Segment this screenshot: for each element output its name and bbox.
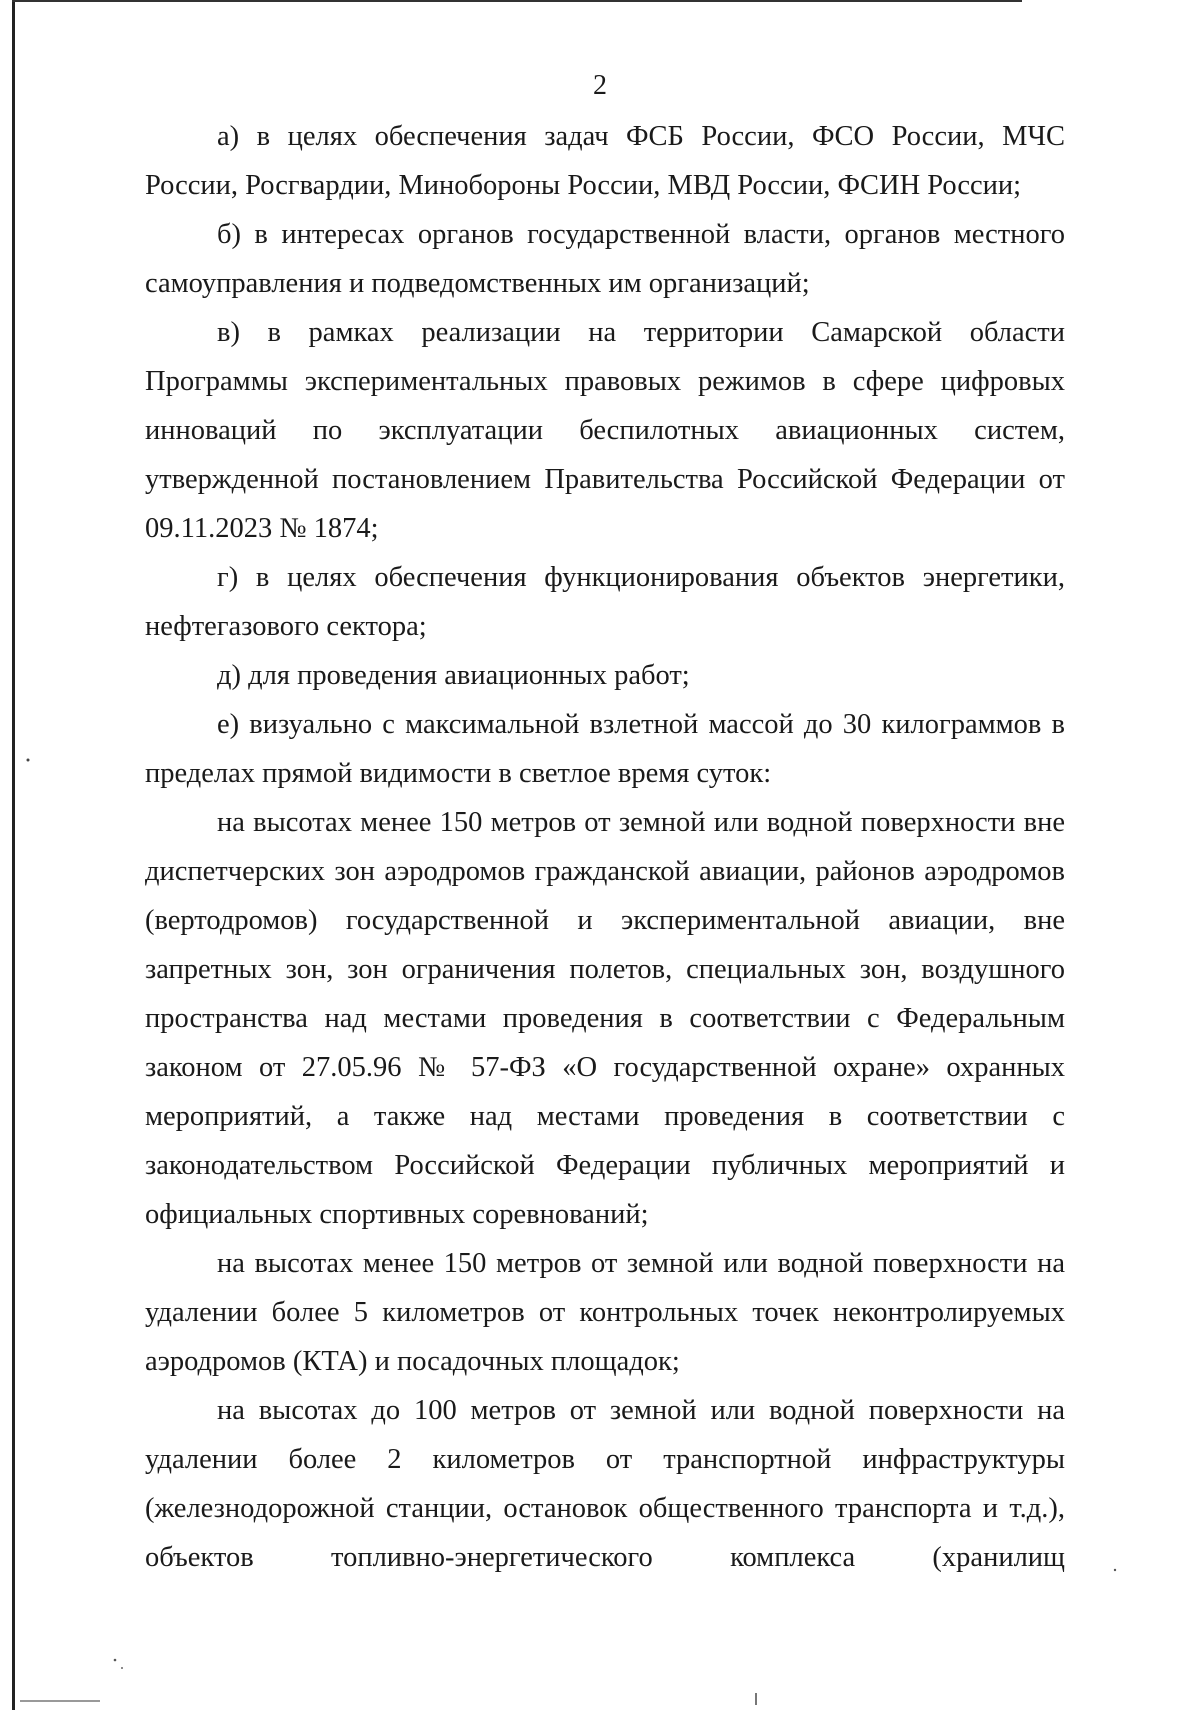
paragraph-e-item-2: на высотах менее 150 метров от земной или водной поверхности на удалении более 5 километров от контрольных точек неконтролируемых аэродромов (КТА) и посадочных площадок;: [145, 1248, 1065, 1377]
page-number: 2: [593, 70, 607, 101]
paragraph-e-item-3: на высотах до 100 метров от земной или водной поверхности на удалении более 2 километров от транспортной инфраструктуры (железнодорожной станции, остановок общественного транспорта и т.д.), объектов топливно-энергетического комплекса (хранилищ: [145, 1395, 1065, 1573]
paragraph-d: д) для проведения авиационных работ;: [217, 660, 690, 691]
paragraph-v: в) в рамках реализации на территории Самарской области Программы экспериментальных правовых режимов в сфере цифровых инноваций по эксплуатации беспилотных авиационных систем, утвержденной постановлением Правительства Российской Федерации от 09.11.2023 № 1874;: [145, 317, 1065, 544]
paragraph-a: а) в целях обеспечения задач ФСБ России, ФСО России, МЧС России, Росгвардии, Минобороны России, МВД России, ФСИН России;: [145, 121, 1065, 201]
paragraph-e-item-1: на высотах менее 150 метров от земной или водной поверхности вне диспетчерских зон аэродромов гражданской авиации, районов аэродромов (вертодромов) государственной и экспериментальной авиации, вне запретных зон, зон ограничения полетов, специальных зон, воздушного пространства над местами проведения в соответствии с Федеральным законом от 27.05.96 № 57-ФЗ «О государственной охране» охранных мероприятий, а также над местами проведения в соответствии с законодательством Российской Федерации публичных мероприятий и официальных спортивных соревнований;: [145, 807, 1065, 1230]
paragraph-g: г) в целях обеспечения функционирования объектов энергетики, нефтегазового сектора;: [145, 562, 1065, 642]
paragraph-b: б) в интересах органов государственной власти, органов местного самоуправления и подведомственных им организаций;: [145, 219, 1065, 299]
scan-edge-left: [12, 0, 15, 1710]
paragraph-e: е) визуально с максимальной взлетной массой до 30 килограммов в пределах прямой видимости в светлое время суток:: [145, 709, 1065, 789]
scan-edge-top: [12, 0, 1022, 2]
document-body: [145, 112, 1065, 1582]
